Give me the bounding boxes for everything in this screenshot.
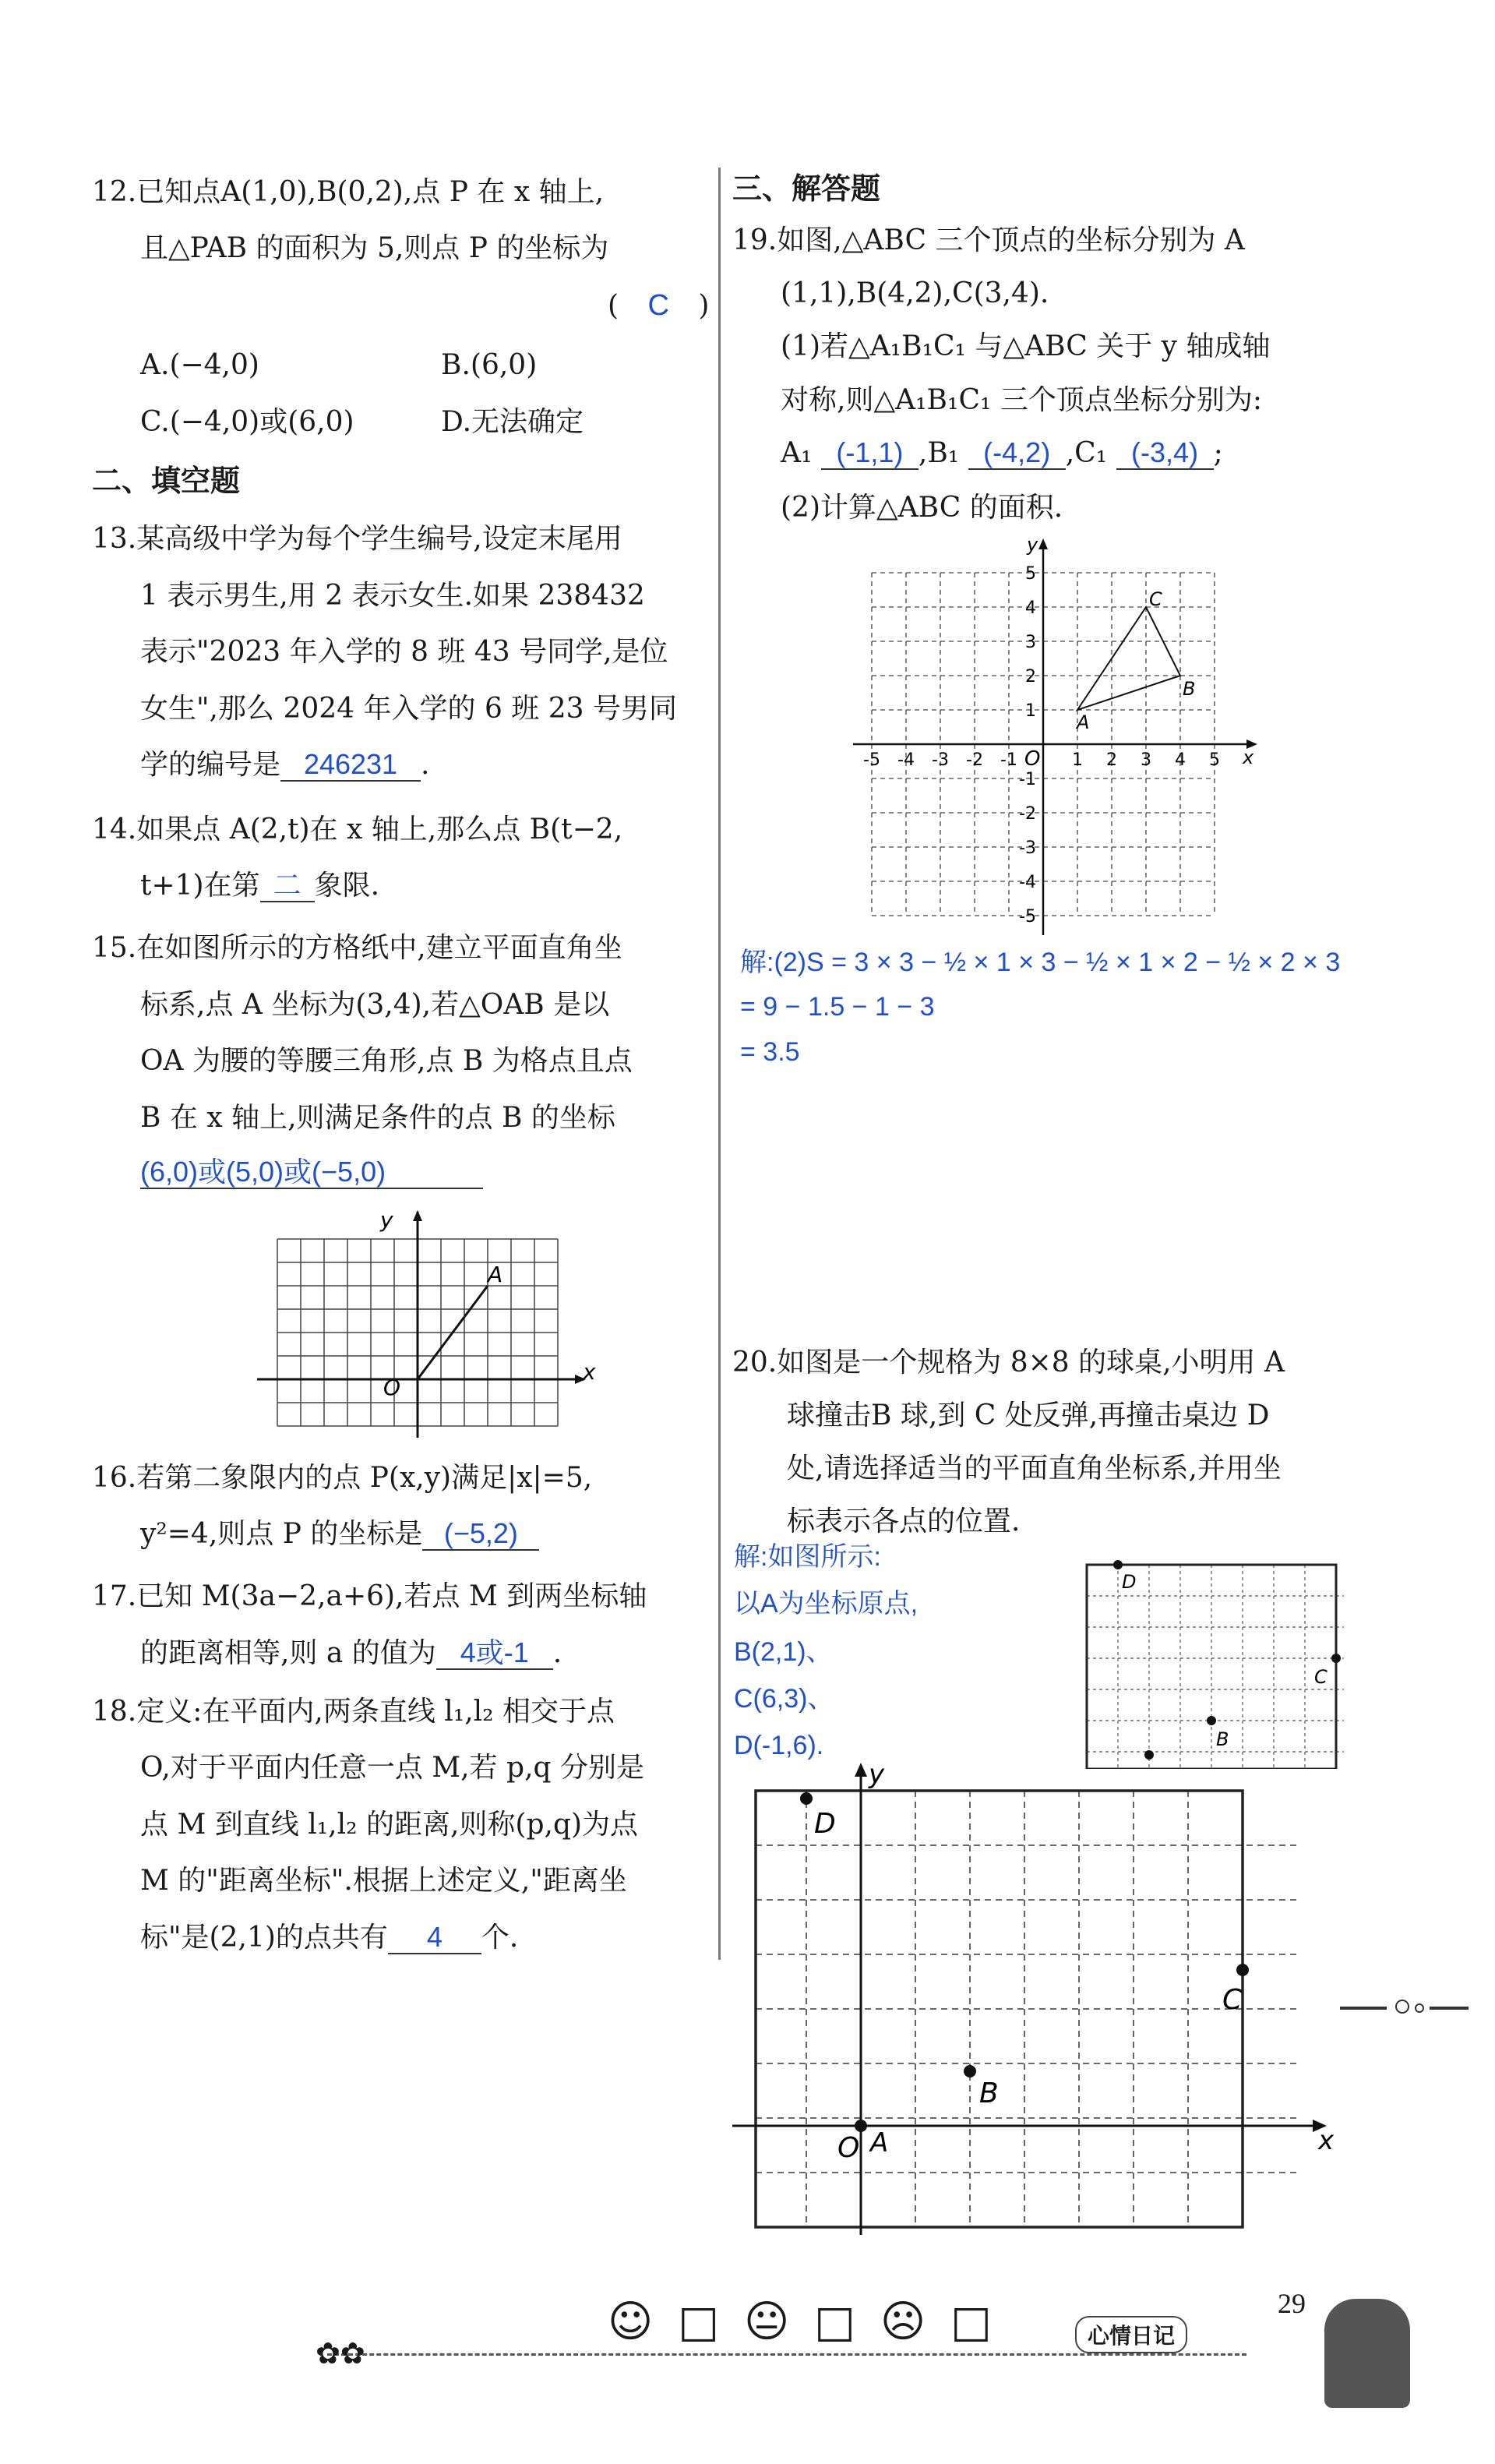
c1-answer: (-3,4) [1116,437,1214,470]
q15-line3: OA 为腰的等腰三角形,点 B 为格点且点 [140,1045,633,1077]
q15-line1: 15.在如图所示的方格纸中,建立平面直角坐 [92,932,622,964]
q20-solution-line5: D(-1,6). [734,1731,824,1760]
q20-origin-label: O [837,2132,860,2164]
ball-c-small [1331,1654,1341,1663]
footer-flower-icon: ✿✿ [316,2336,365,2370]
mood-checkbox[interactable]: □ [678,2296,720,2347]
q20-small-c-label: C [1314,1666,1328,1688]
y-tick: -5 [1019,907,1036,927]
q18-line2: O,对于平面内任意一点 M,若 p,q 分别是 [140,1752,645,1784]
q20-small-grid [1087,1565,1344,1767]
q20-small-table-figure [1079,1559,1352,1769]
q15-origin-label: O [383,1375,401,1400]
sun-icon-small [1416,2004,1423,2012]
q15-line4: B 在 x 轴上,则满足条件的点 B 的坐标 [140,1102,615,1134]
x-tick: -1 [1000,750,1017,770]
triangle-abc [1077,607,1180,710]
y-tick: -3 [1019,838,1036,858]
sun-icon [1396,2000,1409,2013]
ball-a [855,2120,867,2132]
q19-solution-line3: = 3.5 [740,1037,800,1067]
x-tick: 5 [1209,750,1220,770]
q18-answer: 4 [388,1922,481,1954]
ball-d [800,1792,813,1805]
q20-point-d-label: D [814,1808,836,1840]
x-tick: 3 [1141,750,1151,770]
neutral-face-icon: 😐 [743,2296,790,2347]
ball-a-small [1144,1750,1154,1760]
y-tick: 1 [1025,701,1036,721]
x-tick: 1 [1072,750,1083,770]
y-tick: -4 [1019,873,1036,892]
q19-line3: (1)若△A₁B₁C₁ 与△ABC 关于 y 轴成轴 [781,330,1271,362]
q18-line5-end: 个. [481,1922,519,1954]
q12-answer: C [647,289,669,322]
q15-x-label: x [583,1359,596,1385]
section-title-solutions: 三、解答题 [732,171,881,206]
q20-line3: 处,请选择适当的平面直角坐标系,并用坐 [787,1453,1282,1484]
q20-solution-line1: 解:如图所示: [734,1542,881,1572]
q20-point-b-label: B [979,2077,999,2109]
q20-y-label: y [869,1760,885,1790]
q12-option-d: D.无法确定 [441,406,584,438]
q19-x-label: x [1243,747,1254,768]
q16-line2 [140,1506,539,1563]
q17-period: . [552,1637,562,1669]
column-divider [718,168,721,1960]
q20-point-c-label: C [1222,1984,1243,2016]
paren-open: ( [608,290,619,322]
q13-line4: 女生",那么 2024 年入学的 6 班 23 号男同 [140,693,677,725]
a1-answer: (-1,1) [821,437,919,470]
q15-point-a-label: A [488,1262,503,1287]
x-tick: -2 [966,750,983,770]
y-tick: 4 [1025,598,1036,618]
ball-d-small [1113,1560,1123,1569]
page-corner-tree-icon [1324,2299,1410,2408]
q15-answer-line [140,1144,483,1202]
q19-line6: (2)计算△ABC 的面积. [781,492,1063,524]
q13-line1: 13.某高级中学为每个学生编号,设定末尾用 [92,523,622,555]
q18-line5 [140,1909,518,1967]
q19-point-c-label: C [1149,588,1162,610]
q12-line2: 且△PAB 的面积为 5,则点 P 的坐标为 [140,232,609,264]
q15-y-label: y [380,1207,393,1233]
q20-x-label: x [1318,2125,1335,2156]
edge-decoration [1340,1991,1472,2022]
q19-line1: 19.如图,△ABC 三个顶点的坐标分别为 A [732,224,1245,256]
q14-line2-end: 象限. [314,870,380,902]
q20-line1: 20.如图是一个规格为 8×8 的球桌,小明用 A [732,1347,1285,1378]
q13-line5 [140,736,429,794]
q19-line5 [781,425,1223,482]
y-tick: 3 [1025,633,1036,652]
q20-small-d-label: D [1122,1571,1137,1593]
q15-y-arrow [413,1210,422,1221]
x-tick: -3 [932,750,949,770]
q19-point-b-label: B [1183,678,1196,700]
q17-line2-text: 的距离相等,则 a 的值为 [140,1637,436,1669]
q19-semicolon: ; [1213,437,1223,469]
q20-small-b-label: B [1216,1728,1229,1750]
q19-y-arrow [1038,538,1048,549]
q19-origin-label: O [1024,747,1041,771]
q12-option-c: C.(−4,0)或(6,0) [140,406,354,438]
q19-x-ticks [863,750,1220,770]
q17-answer: 4或-1 [436,1637,553,1670]
q18-line5-text: 标"是(2,1)的点共有 [140,1922,388,1954]
footer-brand: 心情日记 [1075,2316,1187,2353]
q20-solution-line4: C(6,3)、 [734,1684,834,1714]
happy-face-icon: ☺ [608,2296,654,2347]
ball-b [964,2065,976,2077]
q16-answer: (−5,2) [422,1518,539,1551]
q14-line1: 14.如果点 A(2,t)在 x 轴上,那么点 B(t−2, [92,814,623,845]
q13-period: . [421,749,430,781]
q17-line2 [140,1625,562,1682]
q14-answer: 二 [260,870,315,902]
q13-line2: 1 表示男生,用 2 表示女生.如果 238432 [140,580,645,612]
q14-line2 [140,857,379,915]
x-tick: -5 [863,750,880,770]
q19-solution-line2: = 9 − 1.5 − 1 − 3 [740,992,935,1022]
q19-point-a-label: A [1077,711,1090,733]
q15-answer: (6,0)或(5,0)或(−5,0) [140,1156,483,1189]
x-tick: -4 [897,750,915,770]
section-title-fill-in: 二、填空题 [92,464,241,498]
footer-dashed-line [327,2353,1246,2356]
y-tick: -1 [1019,770,1036,789]
x-tick: 2 [1106,750,1117,770]
q13-line3: 表示"2023 年入学的 8 班 43 号同学,是位 [140,636,668,668]
b1-label: ,B₁ [918,437,960,469]
q19-solution-line1: 解:(2)S = 3 × 3 − ½ × 1 × 3 − ½ × 1 × 2 − ½ × 2 × 3 [740,948,1341,977]
q12-option-a: A.(−4,0) [140,349,259,381]
q15-grid-figure [249,1204,608,1438]
q20-answer-figure [728,1760,1352,2243]
q16-line2-text: y²=4,则点 P 的坐标是 [140,1518,423,1550]
paren-close: ) [698,290,710,322]
q12-line1: 12.已知点A(1,0),B(0,2),点 P 在 x 轴上, [92,176,605,208]
ball-b-small [1207,1716,1216,1725]
y-tick: 2 [1025,667,1036,687]
q19-y-ticks [1019,564,1036,927]
q13-line5-text: 学的编号是 [140,749,281,781]
q13-answer: 246231 [280,749,421,782]
a1-label: A₁ [781,437,813,469]
mood-checkbox[interactable]: □ [950,2296,992,2347]
q15-line2: 标系,点 A 坐标为(3,4),若△OAB 是以 [140,989,610,1021]
q19-line4: 对称,则△A₁B₁C₁ 三个顶点坐标分别为: [781,384,1262,416]
q18-line1: 18.定义:在平面内,两条直线 l₁,l₂ 相交于点 [92,1696,615,1728]
q18-line3: 点 M 到直线 l₁,l₂ 的距离,则称(p,q)为点 [140,1809,639,1841]
q19-coordinate-figure [849,534,1285,943]
c1-label: ,C₁ [1065,437,1108,469]
q20-line4: 标表示各点的位置. [787,1506,1021,1537]
q20-point-a-label: A [870,2127,889,2159]
q19-y-label: y [1027,534,1038,556]
y-tick: -2 [1019,804,1036,824]
q16-line1: 16.若第二象限内的点 P(x,y)满足|x|=5, [92,1462,593,1494]
q14-line2-text: t+1)在第 [140,870,260,902]
q12-option-b: B.(6,0) [441,349,538,381]
x-tick: 4 [1175,750,1186,770]
mood-row [608,2296,1003,2347]
mood-checkbox[interactable]: □ [814,2296,856,2347]
b1-answer: (-4,2) [968,437,1066,470]
sad-face-icon: ☹ [880,2296,926,2347]
q17-line1: 17.已知 M(3a−2,a+6),若点 M 到两坐标轴 [92,1580,647,1612]
page-number: 29 [1278,2288,1306,2319]
q20-solution-line2: 以A为坐标原点, [734,1589,919,1619]
q19-line2: (1,1),B(4,2),C(3,4). [781,277,1049,309]
q20-solution-line3: B(2,1)、 [734,1637,833,1667]
y-tick: 5 [1025,564,1036,584]
q20-line2: 球撞击B 球,到 C 处反弹,再撞击桌边 D [787,1400,1270,1431]
q18-line4: M 的"距离坐标".根据上述定义,"距离坐 [140,1865,627,1897]
q12-answer-bracket [608,277,709,335]
q20-y-arrow [855,1763,867,1777]
ball-c [1236,1964,1249,1976]
